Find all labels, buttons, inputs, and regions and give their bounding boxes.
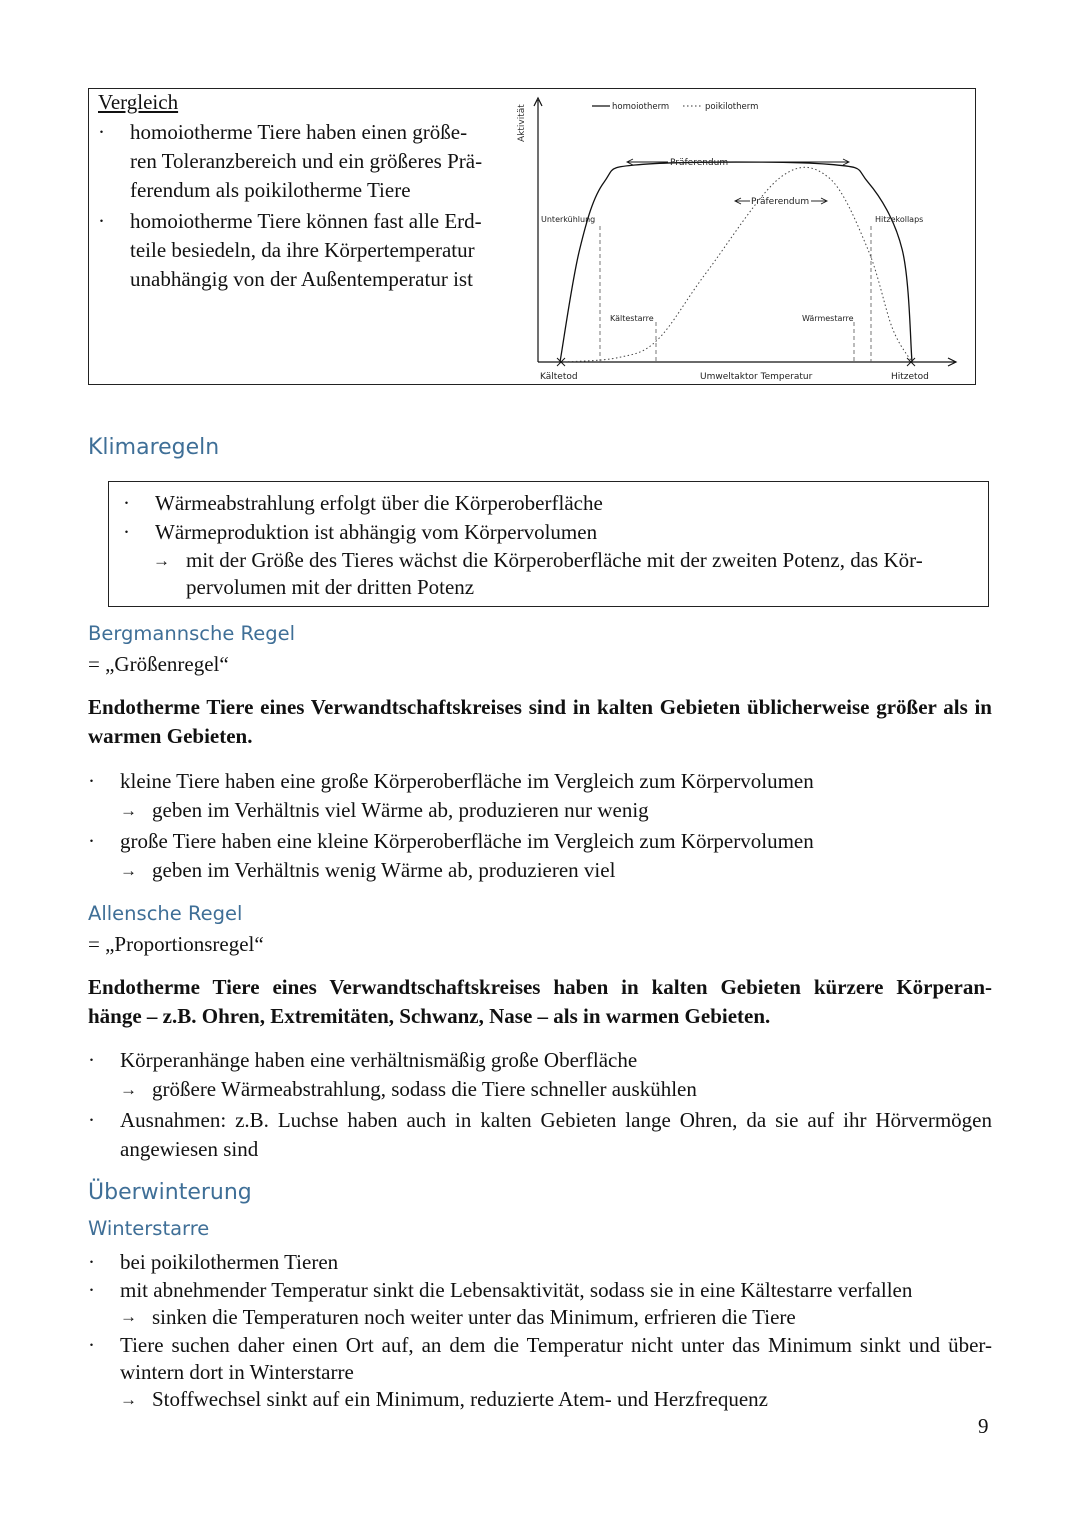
- arrow-right-icon: →: [120, 1080, 137, 1099]
- y-axis-label: Aktivität: [517, 104, 527, 142]
- comparison-item-line: teile besiedeln, da ihre Körpertemperatur: [130, 238, 475, 262]
- klima-arrow-item: [153, 547, 975, 601]
- arrow-right-icon: →: [120, 861, 137, 880]
- bergmann-arrow-text: geben im Verhältnis viel Wärme ab, produzieren nur wenig: [152, 798, 649, 822]
- winter-arrow-item: [120, 1386, 992, 1413]
- annotation-kaeltestarre: Kältestarre: [610, 314, 654, 323]
- bergmann-arrow-text: geben im Verhältnis wenig Wärme ab, produzieren viel: [152, 858, 616, 882]
- bergmann-list: [88, 767, 992, 885]
- page-number: 9: [978, 1414, 989, 1438]
- winter-arrow-text: Stoffwechsel sinkt auf ein Minimum, reduzierte Atem- und Herzfrequenz: [152, 1387, 769, 1411]
- allen-item: [88, 1106, 992, 1164]
- bergmann-rule: Endotherme Tiere eines Verwandtschaftskreises sind in kalten Gebieten üblicherweise größer als in warmen Gebieten.: [88, 695, 992, 748]
- comparison-item-line: homoiotherme Tiere können fast alle Erd-: [130, 209, 482, 233]
- series-line-poikilotherm: [560, 167, 912, 362]
- bergmann-item: [88, 827, 992, 856]
- allen-arrow-text: größere Wärmeabstrahlung, sodass die Tiere schneller auskühlen: [152, 1077, 697, 1101]
- winter-item: [88, 1332, 992, 1386]
- bergmann-item-text: kleine Tiere haben eine große Körperoberfläche im Vergleich zum Körpervolumen: [120, 769, 814, 793]
- comparison-list: [98, 118, 494, 294]
- annotation-praeferendum-homoio: Präferendum: [670, 158, 729, 168]
- bullet-icon: ·: [88, 829, 95, 853]
- bullet-icon: ·: [88, 1278, 95, 1302]
- winter-item-line: wintern dort in Winterstarre: [120, 1360, 354, 1384]
- allen-list: [88, 1046, 992, 1164]
- bullet-icon: ·: [88, 1048, 95, 1072]
- bergmann-heading: Bergmannsche Regel: [88, 622, 295, 645]
- arrow-right-icon: →: [153, 551, 170, 570]
- comparison-item-line: homoiotherme Tiere haben einen größe-: [130, 120, 468, 144]
- allen-item-text: Körperanhänge haben eine verhältnismäßig große Oberfläche: [120, 1048, 638, 1072]
- arrow-right-icon: →: [120, 801, 137, 820]
- allen-rule-line: Endotherme Tiere eines Verwandtschaftskreises haben in kalten Gebieten kürzere Körperan-: [88, 975, 992, 999]
- bergmann-subtitle: = „Größenregel“: [88, 652, 229, 676]
- klima-arrow-line: mit der Größe des Tieres wächst die Körperoberfläche mit der zweiten Potenz, das Kör-: [186, 548, 923, 572]
- bullet-icon: ·: [88, 769, 95, 793]
- allen-item: [88, 1046, 992, 1075]
- winter-arrow-item: [120, 1304, 992, 1330]
- bullet-icon: ·: [123, 520, 130, 544]
- klima-heading: Klimaregeln: [88, 435, 220, 460]
- klima-item: [123, 489, 975, 518]
- winter-subheading: Winterstarre: [88, 1217, 210, 1240]
- allen-arrow-item: [120, 1075, 992, 1104]
- winter-list: [88, 1248, 992, 1413]
- comparison-item: [98, 207, 494, 294]
- winter-arrow-text: sinken die Temperaturen noch weiter unter das Minimum, erfrieren die Tiere: [152, 1305, 796, 1329]
- legend-label-homoiotherm: homoiotherm: [612, 102, 670, 112]
- bullet-icon: ·: [123, 491, 130, 515]
- winter-item: [88, 1276, 992, 1304]
- x-axis-label: Umweltaktor Temperatur: [700, 372, 813, 382]
- allen-rule-line: hänge – z.B. Ohren, Extremitäten, Schwanz, Nase – als in warmen Gebieten.: [88, 1004, 771, 1028]
- comparison-item-line: unabhängig von der Außentemperatur ist: [130, 267, 473, 291]
- annotation-hitzekollaps: Hitzekollaps: [875, 215, 924, 224]
- comparison-item: [98, 118, 494, 205]
- klima-item-text: Wärmeabstrahlung erfolgt über die Körperoberfläche: [155, 491, 603, 515]
- bergmann-arrow-item: [120, 796, 992, 825]
- x-tick-kaeltetod: Kältetod: [540, 372, 578, 382]
- legend-label-poikilotherm: poikilotherm: [705, 102, 759, 112]
- klima-arrow-line: pervolumen mit der dritten Potenz: [186, 575, 475, 599]
- klima-list: [123, 489, 975, 601]
- arrow-right-icon: →: [120, 1307, 137, 1326]
- annotation-unterkuehlung: Unterkühlung: [541, 215, 596, 224]
- bullet-icon: ·: [88, 1250, 95, 1274]
- klima-item: [123, 518, 975, 547]
- winter-heading: Überwinterung: [88, 1180, 252, 1205]
- bullet-icon: ·: [98, 120, 105, 144]
- allen-heading: Allensche Regel: [88, 902, 243, 925]
- bergmann-item: [88, 767, 992, 796]
- winter-item-line: Tiere suchen daher einen Ort auf, an dem die Temperatur nicht unter das Minimum sinkt und über-: [120, 1333, 992, 1357]
- series-line-homoiotherm: [560, 162, 912, 362]
- allen-rule: [88, 973, 992, 1031]
- x-tick-hitzetod: Hitzetod: [891, 372, 929, 382]
- allen-subtitle: = „Proportionsregel“: [88, 932, 264, 956]
- annotation-praeferendum-poikilo: Präferendum: [751, 197, 810, 207]
- bergmann-arrow-item: [120, 856, 992, 885]
- bullet-icon: ·: [98, 209, 105, 233]
- allen-item-text: Ausnahmen: z.B. Luchse haben auch in kalten Gebieten lange Ohren, da sie auf ihr Hörvermögen angewiesen sind: [120, 1108, 992, 1161]
- tolerance-chart: [508, 90, 974, 384]
- comparison-item-line: ren Toleranzbereich und ein größeres Prä-: [130, 149, 483, 173]
- comparison-heading: Vergleich: [98, 90, 179, 114]
- winter-item-text: bei poikilothermen Tieren: [120, 1250, 339, 1274]
- klima-item-text: Wärmeproduktion ist abhängig vom Körpervolumen: [155, 520, 598, 544]
- arrow-right-icon: →: [120, 1390, 137, 1409]
- bullet-icon: ·: [88, 1108, 95, 1132]
- bergmann-item-text: große Tiere haben eine kleine Körperoberfläche im Vergleich zum Körpervolumen: [120, 829, 814, 853]
- winter-item: [88, 1248, 992, 1276]
- winter-item-text: mit abnehmender Temperatur sinkt die Lebensaktivität, sodass sie in eine Kältestarre verfallen: [120, 1278, 913, 1302]
- comparison-item-line: ferendum als poikilotherme Tiere: [130, 178, 411, 202]
- annotation-waermestarre: Wärmestarre: [802, 314, 854, 323]
- bullet-icon: ·: [88, 1333, 95, 1357]
